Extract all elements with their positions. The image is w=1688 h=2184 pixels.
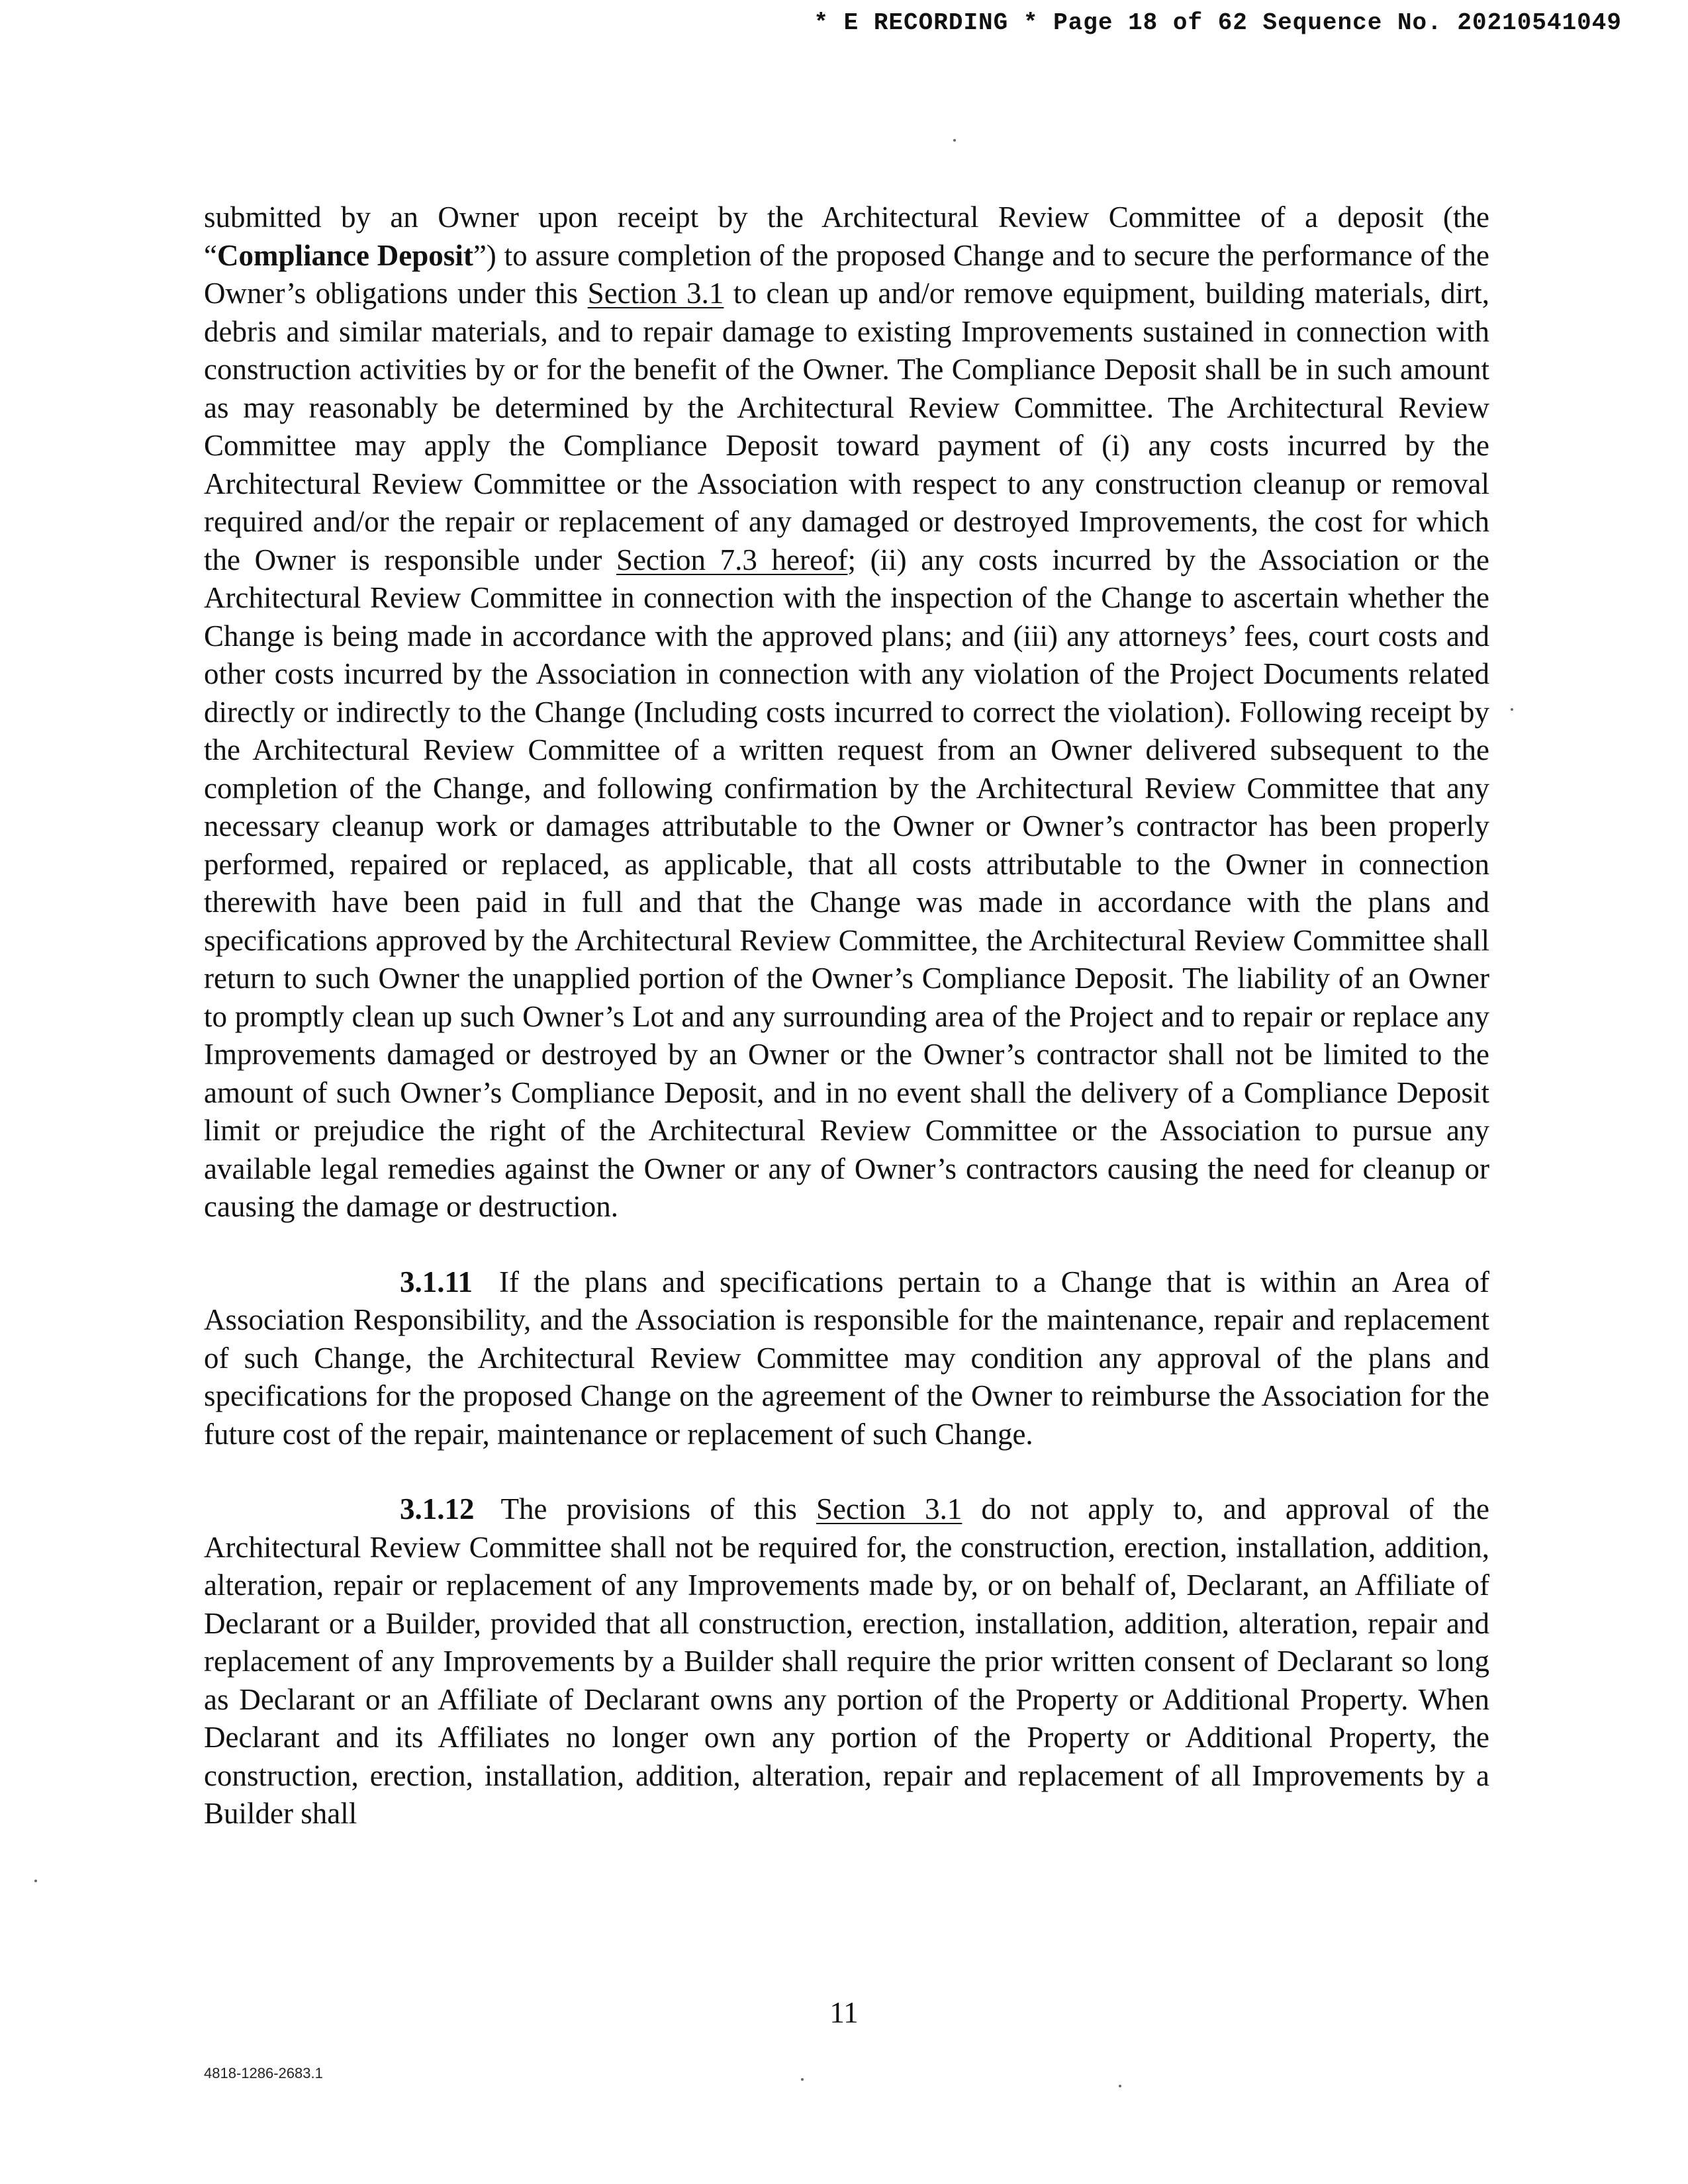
page-number: 11	[829, 1996, 859, 2029]
text-run: ; (ii) any costs incurred by the Association or the Architectural Review Committee in connection with the inspection of the Change to ascertain whether the Change is being made in accordance with the approved plans; and (iii) any attorneys’ fees, court costs and other costs incurred by the Association in connection with any violation of the Project Documents related directly or indirectly to the Change (Including costs incurred to correct the violation). Following receipt by the Architectural Review Committee of a written request from an Owner delivered subsequent to the completion of the Change, and following confirmation by the Architectural Review Committee that any necessary cleanup work or damages attributable to the Owner or Owner’s contractor has been properly performed, repaired or replaced, as applicable, that all costs attributable to the Owner in connection therewith have been paid in full and that the Change was made in accordance with the plans and specifications approved by the Architectural Review Committee, the Architectural Review Committee shall return to such Owner the unapplied portion of the Owner’s Compliance Deposit. The liability of an Owner to promptly clean up such Owner’s Lot and any surrounding area of the Project and to repair or replace any Improvements damaged or destroyed by an Owner or the Owner’s contractor shall not be limited to the amount of such Owner’s Compliance Deposit, and in no event shall the delivery of a Compliance Deposit limit or prejudice the right of the Architectural Review Committee or the Association to pursue any available legal remedies against the Owner or any of Owner’s contractors causing the need for cleanup or causing the damage or destruction.	[204, 543, 1489, 1223]
text-run: The provisions of this	[500, 1492, 816, 1525]
section-3-1-12	[204, 1490, 1489, 1833]
text-run: do not apply to, and approval of the Architectural Review Committee shall not be required for, the construction, erection, installation, addition, alteration, repair or replacement of any Improvements made by, or on behalf of, Declarant, an Affiliate of Declarant or a Builder, provided that all construction, erection, installation, addition, alteration, repair and replacement of any Improvements by a Builder shall require the prior written consent of Declarant so long as Declarant or an Affiliate of Declarant owns any portion of the Property or Additional Property. When Declarant and its Affiliates no longer own any portion of the Property or Additional Property, the construction, erection, installation, addition, alteration, repair and replacement of all Improvements by a Builder shall	[204, 1492, 1489, 1830]
defined-term-compliance-deposit: Compliance Deposit	[216, 238, 473, 272]
document-body	[204, 199, 1489, 1833]
section-number: 3.1.12	[400, 1492, 475, 1525]
scan-speck	[1119, 2085, 1121, 2087]
section-reference-3-1: Section 3.1	[587, 277, 724, 310]
scan-speck	[953, 139, 956, 142]
section-text: If the plans and specifications pertain to a Change that is within an Area of Association Responsibility, and the Association is responsible for the maintenance, repair and replacement of such Change, the Architectural Review Committee may condition any approval of the plans and specifications for the proposed Change on the agreement of the Owner to reimburse the Association for the future cost of the repair, maintenance or replacement of such Change.	[204, 1265, 1489, 1451]
text-run: to clean up and/or remove equipment, building materials, dirt, debris and similar materials, and to repair damage to existing Improvements sustained in connection with construction activities by or for the benefit of the Owner. The Compliance Deposit shall be in such amount as may reasonably be determined by the Architectural Review Committee. The Architectural Review Committee may apply the Compliance Deposit toward payment of (i) any costs incurred by the Architectural Review Committee or the Association with respect to any construction cleanup or removal required and/or the repair or replacement of any damaged or destroyed Improvements, the cost for which the Owner is responsible under	[204, 277, 1489, 576]
recording-stamp: * E RECORDING * Page 18 of 62 Sequence No. 20210541049	[814, 9, 1622, 36]
scan-speck	[34, 1880, 37, 1882]
document-id: 4818-1286-2683.1	[204, 2065, 323, 2081]
section-number: 3.1.11	[400, 1265, 473, 1298]
section-3-1-11	[204, 1263, 1489, 1454]
paragraph-compliance-deposit	[204, 199, 1489, 1226]
section-reference-3-1: Section 3.1	[816, 1492, 962, 1525]
text-run: submitted by an Owner upon receipt by the Architectural Review Committee of a deposit (the “	[204, 201, 1489, 272]
text-run: ”) to assure completion of the proposed Change and to secure the performance of the Owner’s obligations under this	[204, 238, 1489, 310]
scan-speck	[1511, 708, 1513, 711]
section-reference-7-3: Section 7.3 hereof	[616, 543, 848, 576]
scan-speck	[801, 2078, 804, 2081]
